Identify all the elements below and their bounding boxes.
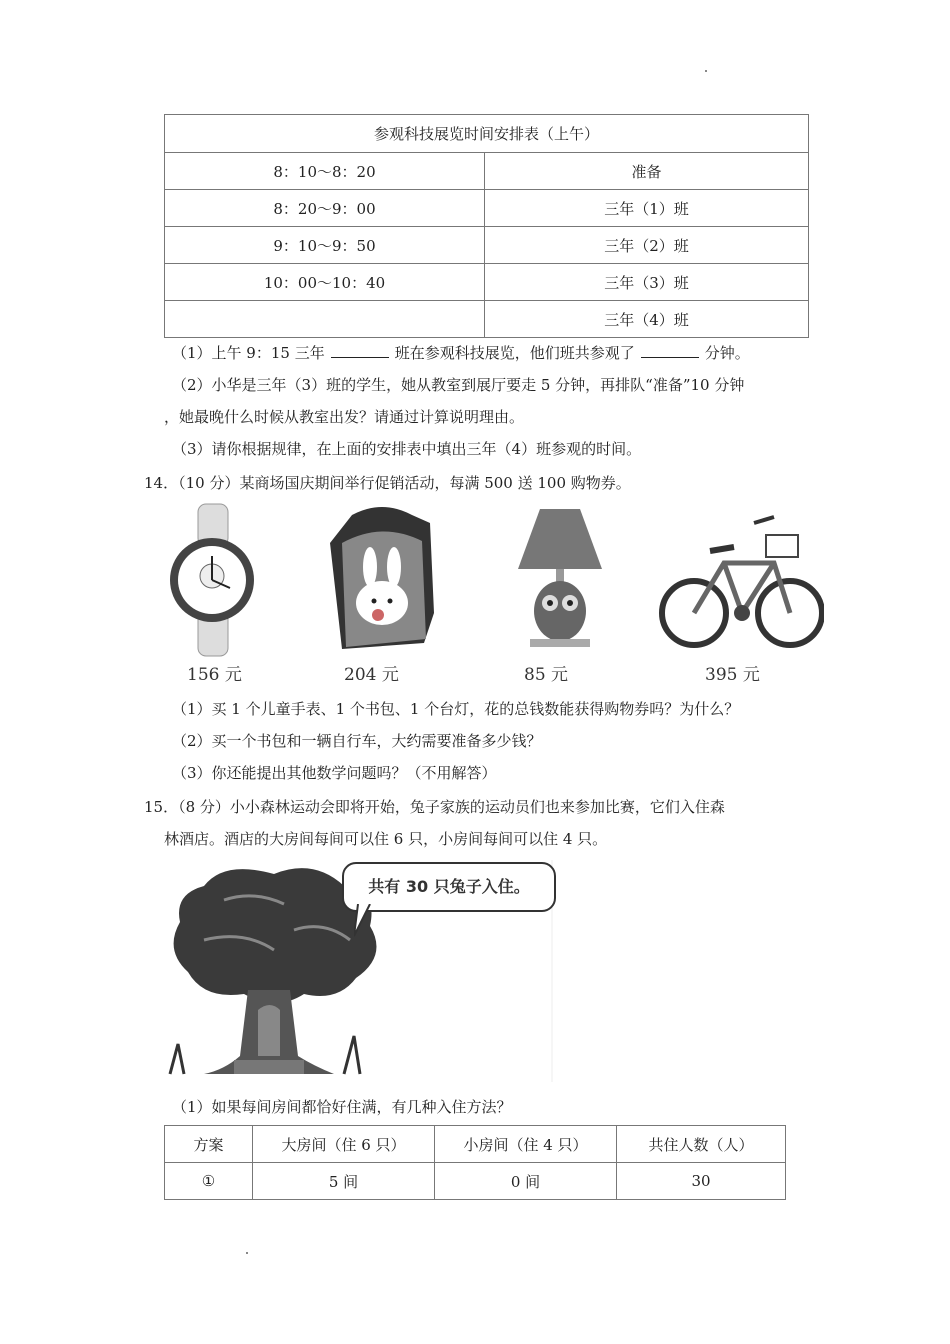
answer-blank[interactable] (641, 343, 699, 358)
watch-icon (164, 500, 264, 660)
table-row (165, 227, 809, 264)
q13-part2-line1: （2）小华是三年（3）班的学生，她从教室到展厅要走 5 分钟，再排队“准备”10 分钟 (172, 376, 745, 394)
q14-part1: （1）买 1 个儿童手表、1 个书包、1 个台灯，花的总钱数能获得购物券吗？为什么？ (172, 700, 740, 718)
schedule-time: 10：00～10：40 (165, 264, 485, 301)
table-row (165, 190, 809, 227)
speech-bubble-text: 共有 30 只兔子入住。 (368, 877, 530, 896)
speech-bubble-tail (354, 904, 374, 940)
table-header: 大房间（住 6 只） (253, 1126, 435, 1163)
table-header: 共住人数（人） (617, 1126, 786, 1163)
table-row (165, 264, 809, 301)
schedule-time-blank[interactable] (165, 301, 485, 338)
schedule-class: 三年（4）班 (485, 301, 809, 338)
table-row (165, 153, 809, 190)
schedule-time: 8：10～8：20 (165, 153, 485, 190)
q13-part2-line2: ，她最晚什么时候从教室出发？请通过计算说明理由。 (164, 408, 525, 426)
schedule-title: 参观科技展览时间安排表（上午） (165, 115, 809, 153)
schedule-time: 8：20～9：00 (165, 190, 485, 227)
answer-blank[interactable] (331, 343, 389, 358)
table-cell: 30 (617, 1163, 786, 1200)
table-header: 方案 (165, 1126, 253, 1163)
table-header-row (165, 1126, 786, 1163)
price-lamp: 85 元 (524, 665, 569, 685)
schedule-time: 9：10～9：50 (165, 227, 485, 264)
schedule-class: 三年（3）班 (485, 264, 809, 301)
q14-part3: （3）你还能提出其他数学问题吗？（不用解答） (172, 764, 497, 782)
lamp-icon (510, 503, 610, 653)
table-cell: ① (165, 1163, 253, 1200)
table-row (165, 301, 809, 338)
backpack-icon (322, 503, 442, 653)
table-cell: 5 间 (253, 1163, 435, 1200)
plan-table (164, 1125, 786, 1200)
q15-stem-line2: 林酒店。酒店的大房间每间可以住 6 只，小房间每间可以住 4 只。 (164, 830, 608, 848)
speech-bubble (342, 862, 556, 912)
price-backpack: 204 元 (344, 665, 399, 685)
q13-part1: （1）上午 9：15 三年 班在参观科技展览，他们班共参观了 分钟。 (172, 344, 750, 362)
table-row (165, 1163, 786, 1200)
scan-speck (705, 70, 707, 72)
schedule-class: 三年（1）班 (485, 190, 809, 227)
schedule-class: 准备 (485, 153, 809, 190)
q14-stem: 14．（10 分）某商场国庆期间举行促销活动，每满 500 送 100 购物券。 (144, 474, 631, 492)
table-header: 小房间（住 4 只） (435, 1126, 617, 1163)
q15-part1: （1）如果每间房间都恰好住满，有几种入住方法？ (172, 1098, 512, 1116)
schedule-table (164, 114, 809, 338)
table-cell: 0 间 (435, 1163, 617, 1200)
q15-stem-line1: 15．（8 分）小小森林运动会即将开始，兔子家族的运动员们也来参加比赛，它们入住森 (144, 798, 725, 816)
q13-part3: （3）请你根据规律，在上面的安排表中填出三年（4）班参观的时间。 (172, 440, 642, 458)
price-bicycle: 395 元 (705, 665, 760, 685)
bicycle-icon (654, 503, 824, 655)
schedule-class: 三年（2）班 (485, 227, 809, 264)
q14-part2: （2）买一个书包和一辆自行车，大约需要准备多少钱？ (172, 732, 542, 750)
scan-speck (246, 1252, 248, 1254)
price-watch: 156 元 (187, 665, 242, 685)
